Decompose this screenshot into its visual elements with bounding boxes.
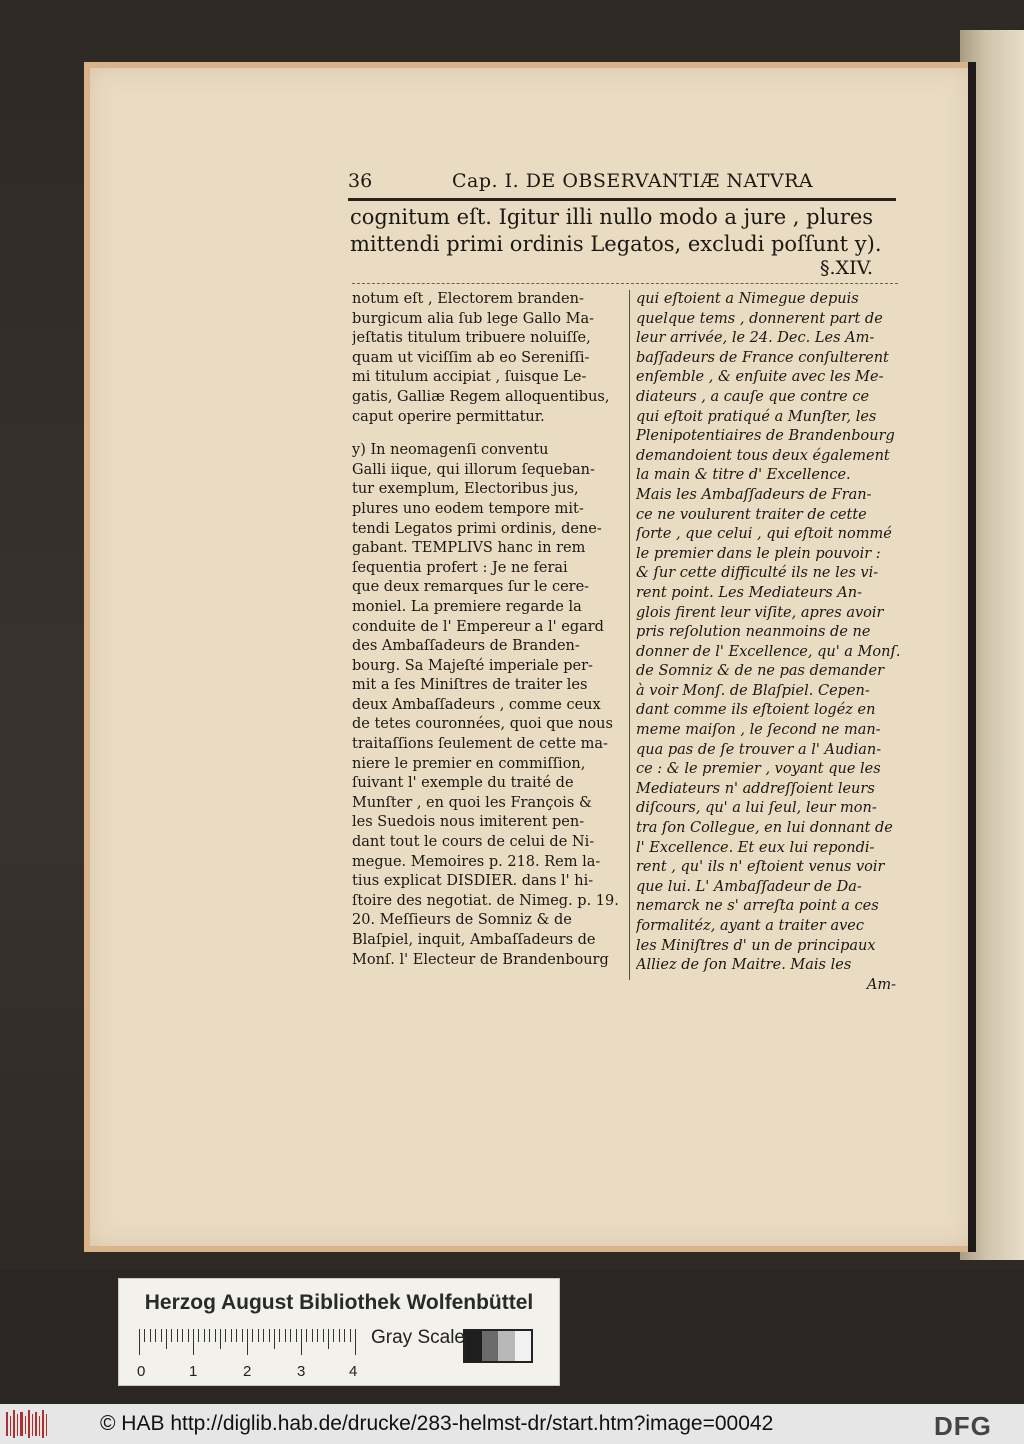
footnote-line: formalitéz, ayant a traiter avec: [636, 918, 864, 934]
footnote-line: la main & titre d' Excellence.: [636, 467, 851, 484]
ruler: [139, 1329, 359, 1355]
scale-card: [118, 1278, 560, 1386]
footnote-line: ſequentia profert : Je ne ferai: [352, 559, 568, 576]
ruler-tick: [242, 1329, 243, 1342]
footnote-line: qui eſtoit pratiqué a Munſter, les: [636, 408, 877, 425]
gray-patch: [482, 1331, 499, 1361]
footnote-line: ce ne voulurent traiter de cette: [636, 506, 867, 523]
footnote-left-column: [352, 290, 624, 970]
ruler-tick: [198, 1329, 199, 1342]
footnote-line: quam ut viciſſim ab eo Sereniſſi-: [352, 349, 590, 366]
header-rule: [348, 198, 896, 201]
footnote-line: notum eſt , Electorem branden-: [352, 291, 584, 307]
ruler-tick: [285, 1329, 286, 1342]
footnote-line: ſtoire des negotiat. de Nimeg. p. 19.: [352, 892, 619, 909]
page-number: 36: [348, 170, 373, 192]
footnote-line: deux Ambaſſadeurs , comme ceux: [352, 696, 601, 713]
ruler-tick: [144, 1329, 145, 1342]
ruler-tick: [220, 1329, 221, 1349]
footnote-line: diateurs , a cauſe que contre ce: [636, 388, 870, 405]
footnote-line: de tetes couronnées, quoi que nous: [352, 716, 613, 733]
ruler-tick: [296, 1329, 297, 1342]
footnote-line: baſſadeurs de France conſulterent: [636, 349, 889, 366]
footnote-line: rent , qu' ils n' eſtoient venus voir: [636, 859, 885, 876]
footnote-line: rent point. Les Mediateurs An-: [636, 584, 863, 601]
footnote-line: que deux remarques ſur le cere-: [352, 579, 590, 596]
page-gutter: [968, 62, 976, 1252]
footnote-line: plures uno eodem tempore mit-: [352, 500, 584, 517]
ruler-tick: [328, 1329, 329, 1349]
ruler-number: 4: [349, 1363, 358, 1380]
footnote-line: le premier dans le plein pouvoir :: [636, 545, 881, 562]
chapter-heading: Cap. I. DE OBSERVANTIÆ NATVRA: [452, 170, 814, 192]
gray-patch: [498, 1331, 515, 1361]
footnote-line: Munſter , en quoi les François &: [352, 794, 592, 811]
main-text: [350, 204, 898, 258]
footnote-line: ſuivant l' exemple du traité de: [352, 775, 574, 792]
ruler-tick: [252, 1329, 253, 1342]
ruler-tick: [225, 1329, 226, 1342]
footnote-line: Mediateurs n' addreſſoient leurs: [636, 780, 875, 797]
footnote-line: caput operire permittatur.: [352, 408, 545, 425]
copyright-url[interactable]: © HAB http://diglib.hab.de/drucke/283-helmst-dr/start.htm?image=00042: [100, 1412, 774, 1435]
ruler-number: 3: [297, 1363, 306, 1380]
footnote-line: Blaſpiel, inquit, Ambaſſadeurs de: [352, 932, 596, 948]
footnote-line: les Miniſtres d' un de principaux: [636, 937, 876, 954]
ruler-tick: [323, 1329, 324, 1342]
footnote-line: donner de l' Excellence, qu' a Monſ.: [636, 643, 901, 660]
footnote-line: traitaſſions ſeulement de cette ma-: [352, 736, 608, 753]
footnote-line: niere le premier en commiſſion,: [352, 755, 586, 772]
ruler-tick: [317, 1329, 318, 1342]
ruler-tick: [236, 1329, 237, 1342]
footnote-line: meme maiſon , le ſecond ne man-: [636, 722, 881, 739]
footnote-line: des Ambaſſadeurs de Branden-: [352, 638, 580, 655]
ruler-tick: [355, 1329, 356, 1355]
footnote-rule: [352, 283, 898, 284]
ruler-tick: [333, 1329, 334, 1342]
ruler-tick: [209, 1329, 210, 1342]
ruler-tick: [193, 1329, 194, 1355]
footnote-line: les Suedois nous imiterent pen-: [352, 814, 585, 831]
footnote-line: à voir Monſ. de Blaſpiel. Cepen-: [636, 682, 870, 699]
footnote-line: tius explicat DISDIER. dans l' hi-: [352, 873, 594, 890]
footnote-line: glois firent leur viſite, apres avoir: [636, 604, 884, 621]
ruler-tick: [177, 1329, 178, 1342]
ruler-tick: [166, 1329, 167, 1349]
dfg-logo: DFG: [934, 1411, 992, 1441]
ruler-tick: [344, 1329, 345, 1342]
ruler-tick: [290, 1329, 291, 1342]
ruler-number: 1: [189, 1363, 198, 1380]
footnote-line: Galli iique, qui illorum ſequeban-: [352, 461, 595, 478]
footnote-line: ce : & le premier , voyant que les: [636, 761, 881, 778]
ruler-tick: [182, 1329, 183, 1342]
footnote-line: y) In neomagenſi conventu: [352, 442, 549, 459]
footnote-line: pris reſolution neanmoins de ne: [636, 624, 871, 641]
ruler-tick: [306, 1329, 307, 1342]
footnote-line: conduite de l' Empereur a l' egard: [352, 618, 604, 635]
ruler-tick: [279, 1329, 280, 1342]
footnote-line: Monſ. l' Electeur de Brandenbourg: [352, 951, 609, 968]
footnote-line: burgicum alia ſub lege Gallo Ma-: [352, 310, 594, 327]
footnote-line: megue. Memoires p. 218. Rem la-: [352, 853, 601, 870]
footnote-right-column: [636, 290, 904, 995]
footnote-line: leur arrivée, le 24. Dec. Les Am-: [636, 330, 875, 347]
gray-patch: [515, 1331, 532, 1361]
footnote-line: l' Excellence. Et eux lui repondi-: [636, 839, 875, 856]
ruler-tick: [231, 1329, 232, 1342]
footnote-line: Alliez de ſon Maitre. Mais les: [636, 957, 852, 974]
ruler-tick: [161, 1329, 162, 1342]
footnote-line: Mais les Ambaſſadeurs de Fran-: [636, 486, 872, 503]
ruler-number: 2: [243, 1363, 252, 1380]
ruler-tick: [350, 1329, 351, 1342]
footnote-line: nemarck ne s' arreſta point a ces: [636, 898, 879, 915]
footnote-line: bourg. Sa Majeſté imperiale per-: [352, 657, 593, 674]
ruler-tick: [204, 1329, 205, 1342]
footnote-line: 20. Meſſieurs de Somniz & de: [352, 912, 572, 929]
running-head: [348, 168, 896, 196]
footnote-line: Plenipotentiaires de Brandenbourg: [636, 428, 895, 445]
ruler-tick: [269, 1329, 270, 1342]
footer-bar: [0, 1404, 1024, 1444]
section-mark: §.XIV.: [820, 257, 874, 279]
main-text-line: mittendi primi ordinis Legatos, excludi poſſunt y).: [350, 232, 882, 256]
footnote-line: demandoient tous deux également: [636, 447, 890, 464]
footnote-line: gatis, Galliæ Regem alloquentibus,: [352, 388, 610, 405]
ruler-tick: [155, 1329, 156, 1342]
ruler-tick: [171, 1329, 172, 1342]
ruler-tick: [301, 1329, 302, 1355]
footnote-line: tendi Legatos primi ordinis, dene-: [352, 520, 602, 537]
library-name: Herzog August Bibliothek Wolfenbüttel: [144, 1291, 534, 1314]
footnote-line: tur exemplum, Electoribus jus,: [352, 481, 579, 498]
footnote-line: moniel. La premiere regarde la: [352, 598, 582, 615]
gray-scale-swatch: [463, 1329, 533, 1363]
column-divider: [629, 290, 630, 980]
footnote-line: tra ſon Collegue, en lui donnant de: [636, 820, 893, 837]
gray-scale-label: Gray Scale: [371, 1327, 465, 1348]
footnote-line: dant comme ils eſtoient logéz en: [636, 702, 876, 719]
footnote-line: gabant. TEMPLIVS hanc in rem: [352, 540, 586, 557]
ruler-tick: [263, 1329, 264, 1342]
footnote-line: quelque tems , donnerent part de: [636, 310, 883, 327]
catchword: Am-: [866, 976, 896, 993]
ruler-tick: [247, 1329, 248, 1355]
ruler-tick: [312, 1329, 313, 1342]
footnote-line: ſorte , que celui , qui eſtoit nommé: [636, 526, 892, 543]
ruler-tick: [339, 1329, 340, 1342]
footnote-line: enſemble , & enſuite avec les Me-: [636, 369, 884, 386]
barcode-icon: [6, 1410, 48, 1438]
ruler-tick: [274, 1329, 275, 1349]
ruler-number: 0: [137, 1363, 146, 1380]
gray-patch: [465, 1331, 482, 1361]
footnote-line: dant tout le cours de celui de Ni-: [352, 834, 595, 851]
ruler-tick: [139, 1329, 140, 1355]
footnote-line: qua pas de ſe trouver a l' Audian-: [636, 741, 882, 758]
ruler-tick: [258, 1329, 259, 1342]
footnote-line: diſcours, qu' a lui ſeul, leur mon-: [636, 800, 877, 817]
footnote-line: de Somniz & de ne pas demander: [636, 663, 884, 680]
footnote-line: jeſtatis titulum tribuere noluiſſe,: [352, 330, 591, 347]
main-text-line: cognitum eſt. Igitur illi nullo modo a jure , plures: [350, 205, 874, 229]
footnote-line: que lui. L' Ambaſſadeur de Da-: [636, 878, 862, 895]
ruler-tick: [188, 1329, 189, 1342]
footnote-line: & ſur cette difficulté ils ne les vi-: [636, 565, 879, 582]
paragraph-gap: [352, 427, 624, 441]
ruler-tick: [215, 1329, 216, 1342]
footnote-line: mit a ſes Miniſtres de traiter les: [352, 677, 588, 694]
ruler-tick: [150, 1329, 151, 1342]
footnote-line: mi titulum accipiat , ſuisque Le-: [352, 369, 587, 386]
footnote-line: qui eſtoient a Nimegue depuis: [636, 291, 859, 307]
